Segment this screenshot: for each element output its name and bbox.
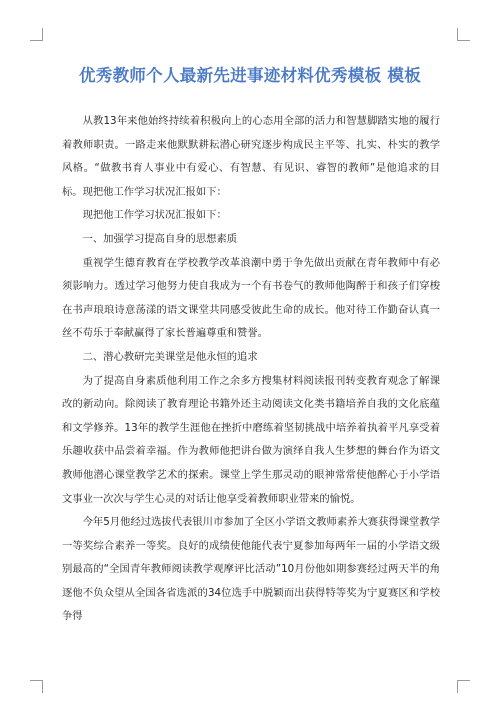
- crop-mark-top-right: [457, 28, 470, 41]
- paragraph-section-1: 重视学生德育教育在学校教学改革浪潮中勇于争先做出贡献在青年教师中有必须影响力。透过学习他努力使自我成为一个有书卷气的教师他陶醉于和孩子们穿梭在书声琅琅诗意荡漾的语文课堂共同感受彼此生命的成长。他对待工作勤奋认真一丝不苟乐于奉献赢得了家长普遍尊重和赞誉。: [62, 256, 440, 340]
- section-heading-1: 一、加强学习提高自身的思想素质: [82, 232, 238, 245]
- paragraph-section-2: 为了提高自身素质他利用工作之余多方搜集材料阅读报刊转变教育观念了解课改的新动向。除阅读了教育理论书籍外还主动阅读文化类书籍培养自我的文化底蕴和文学修养。13年的教学生涯他在挫折中磨练着坚韧挑战中培养着执着平凡享受着乐趣收获中品尝着幸福。作为教师他把讲台做为演绎自我人生梦想的舞台作为语文教师他潜心课堂教学艺术的探索。课堂上学生那灵动的眼神常常使他醉心于小学语文事业一次次与学生心灵的对话让他享受着教师职业带来的愉悦。: [62, 374, 440, 505]
- paragraph-summary-lead: 现把他工作学习状况汇报如下：: [82, 209, 227, 222]
- crop-mark-bottom-right: [457, 680, 470, 693]
- paragraph-intro: 从教13年来他始终持续着积极向上的心态用全部的活力和智慧脚踏实地的履行着教师职责。一路走来他默默耕耘潜心研究逐步构成民主平等、扎实、朴实的教学风格。“做教书育人事业中有爱心、有智慧、有见识、睿智的教师”是他追求的目标。现把他工作学习状况汇报如下：: [62, 115, 440, 198]
- document-body: [62, 110, 440, 629]
- crop-mark-bottom-left: [30, 680, 43, 693]
- page-title: 优秀教师个人最新先进事迹材料优秀模板 模板: [78, 66, 422, 85]
- crop-mark-top-left: [30, 28, 43, 41]
- paragraph-award: 今年5月他经过选拔代表银川市参加了全区小学语文教师素养大赛获得课堂教学一等奖综合素养一等奖。良好的成绩使他能代表宁夏参加每两年一届的小学语文级别最高的“全国青年教师阅读教学观摩评比活动”10月份他如期参赛经过两天半的角逐他不负众望从全国各省选派的34位选手中脱颖而出获得特等奖为宁夏赛区和学校争得: [62, 516, 440, 623]
- section-heading-2: 二、潜心教研完美课堂是他永恒的追求: [82, 350, 258, 363]
